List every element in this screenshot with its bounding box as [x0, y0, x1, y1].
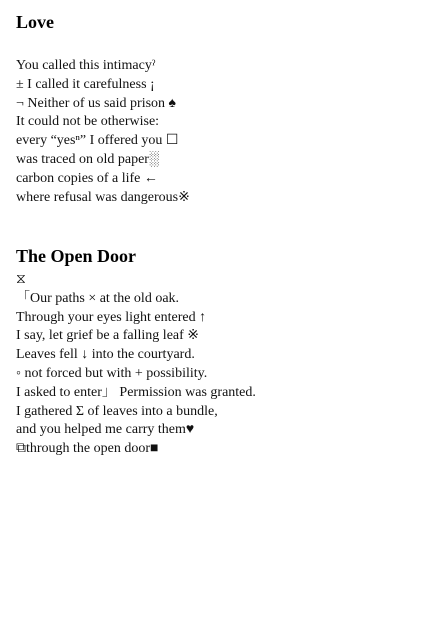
- poem-line: was traced on old paper░: [16, 151, 159, 167]
- poem-line: It could not be otherwise:: [16, 114, 160, 130]
- poem-line: Leaves fell ↓ into the courtyard.: [16, 347, 195, 363]
- poem-line: You called this intimacyˀ: [16, 58, 156, 73]
- poem-line: where refusal was dangerous※: [16, 189, 190, 205]
- poem-line: 「Our paths × at the old oak.: [16, 290, 180, 306]
- poem-body-love: [16, 57, 190, 207]
- poem-line: Through your eyes light entered ↑: [16, 309, 207, 325]
- poem-line: I say, let grief be a falling leaf ※: [16, 328, 200, 344]
- poem-line: I gathered Σ of leaves into a bundle,: [16, 403, 218, 419]
- poem-line: ⧖: [16, 272, 26, 287]
- poem-line: carbon copies of a life ←: [16, 170, 158, 186]
- poem-title-love: Love: [16, 12, 54, 32]
- poem-line: ¬ Neither of us said prison ♠: [16, 95, 176, 111]
- poem-line: ± I called it carefulness ¡: [16, 76, 155, 92]
- poem-body-open-door: [16, 271, 256, 459]
- poem-line: ◦ not forced but with + possibility.: [16, 365, 208, 381]
- poem-line: ⧉through the open door■: [16, 441, 159, 457]
- poem-line: every “yesⁿ” I offered you ☐: [16, 133, 179, 149]
- poem-line: I asked to enter」 Permission was granted.: [16, 384, 256, 400]
- poem-line: and you helped me carry them♥: [16, 422, 195, 438]
- poem-title-open-door: The Open Door: [16, 246, 137, 266]
